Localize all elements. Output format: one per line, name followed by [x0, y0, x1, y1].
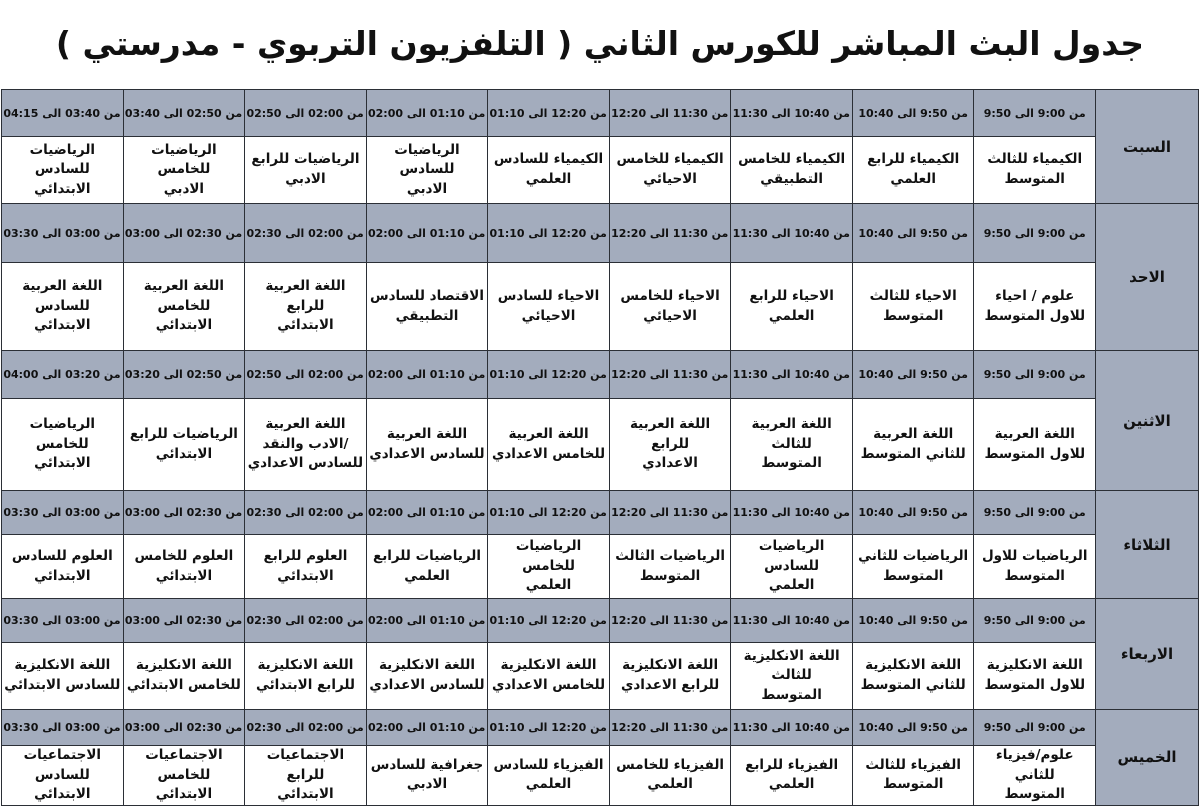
- subject-line: الرياضيات الثالث: [615, 547, 725, 564]
- time-slot: من 9:50 الى 10:40: [852, 204, 974, 263]
- day-label: الاحد: [1096, 204, 1199, 351]
- time-slot: من 02:00 الى 02:30: [245, 491, 367, 535]
- time-slot: من 9:00 الى 9:50: [974, 90, 1096, 137]
- time-slot: من 9:50 الى 10:40: [852, 491, 974, 535]
- subject-cell: [609, 137, 731, 204]
- subject-cell: [2, 643, 124, 710]
- subject-line: العلمي: [525, 171, 572, 187]
- time-slot: من 03:00 الى 03:30: [2, 599, 124, 643]
- subject-line: اللغة الانكليزية: [986, 657, 1083, 674]
- subject-line: المتوسط: [761, 686, 822, 703]
- subject-cell: [974, 399, 1096, 491]
- subject-line: للخامس الابتدائي: [126, 677, 241, 693]
- subject-line: الابتدائي: [155, 786, 213, 803]
- subject-cell: [609, 535, 731, 599]
- subject-line: الاعدادي: [642, 455, 698, 472]
- time-slot: من 01:10 الى 02:00: [366, 599, 488, 643]
- time-slot: من 9:00 الى 9:50: [974, 599, 1096, 643]
- time-slot: من 03:00 الى 03:30: [2, 204, 124, 263]
- subject-line: اللغة العربية للرابع: [629, 416, 711, 452]
- subject-line: للثاني المتوسط: [860, 677, 966, 693]
- subject-line: جغرافية للسادس: [370, 756, 484, 773]
- time-slot: من 9:00 الى 9:50: [974, 491, 1096, 535]
- subject-line: الابتدائي: [34, 567, 91, 584]
- subject-line: الاجتماعيات للخامس: [145, 747, 223, 783]
- subject-line: للاول المتوسط: [984, 445, 1086, 462]
- subject-cell: [366, 643, 488, 710]
- subject-cell: [245, 643, 367, 710]
- subject-line: اللغة العربية للخامس: [143, 278, 224, 314]
- time-slot: من 03:40 الى 04:15: [2, 90, 124, 137]
- subject-cell: [2, 263, 124, 351]
- subject-cell: [609, 746, 731, 806]
- time-slot: من 12:20 الى 01:10: [488, 599, 610, 643]
- subject-line: العلمي: [890, 171, 936, 187]
- day-label: الخميس: [1096, 710, 1199, 806]
- subject-cell: [852, 263, 974, 351]
- subject-line: الادبي: [163, 180, 205, 197]
- subject-line: العلمي: [525, 776, 572, 793]
- time-slot: من 10:40 الى 11:30: [731, 204, 853, 263]
- day-label: الاثنين: [1096, 351, 1199, 491]
- subject-line: المتوسط: [1004, 786, 1065, 803]
- subject-line: للرابع الاعدادي: [620, 677, 720, 693]
- subject-cell: [974, 137, 1096, 204]
- subject-cell: [609, 263, 731, 351]
- subject-line: اللغة العربية للرابع: [265, 278, 346, 314]
- subject-line: للاول المتوسط: [984, 307, 1086, 324]
- subject-cell: [609, 643, 731, 710]
- subject-line: الابتدائي: [34, 180, 91, 197]
- subject-row: [2, 643, 1199, 710]
- subject-row: [2, 746, 1199, 806]
- time-row: [2, 204, 1199, 263]
- subject-line: الابتدائي: [34, 455, 91, 472]
- day-label: الثلاثاء: [1096, 491, 1199, 599]
- subject-line: الادبي: [406, 776, 448, 793]
- time-slot: من 03:00 الى 03:30: [2, 491, 124, 535]
- subject-line: الابتدائي: [277, 317, 334, 334]
- subject-cell: [366, 137, 488, 204]
- time-slot: من 02:00 الى 02:30: [245, 710, 367, 746]
- time-row: [2, 90, 1199, 137]
- subject-line: الكيمياء للسادس: [493, 151, 604, 168]
- time-slot: من 02:50 الى 03:20: [123, 351, 245, 399]
- subject-line: الكيمياء للثالث: [987, 151, 1083, 168]
- subject-row: [2, 399, 1199, 491]
- subject-line: الفيزياء للخامس: [616, 756, 725, 773]
- time-slot: من 9:00 الى 9:50: [974, 710, 1096, 746]
- time-slot: من 9:50 الى 10:40: [852, 351, 974, 399]
- subject-line: المتوسط: [761, 455, 822, 472]
- time-slot: من 12:20 الى 01:10: [488, 90, 610, 137]
- subject-cell: [488, 263, 610, 351]
- subject-line: الابتدائي: [34, 317, 91, 334]
- time-slot: من 03:00 الى 03:30: [2, 710, 124, 746]
- subject-line: المتوسط: [1004, 171, 1065, 187]
- subject-line: المتوسط: [882, 307, 944, 324]
- schedule-body: [2, 90, 1199, 806]
- subject-line: الفيزياء للثالث: [865, 756, 961, 773]
- day-label: الاربعاء: [1096, 599, 1199, 710]
- subject-line: التطبيقي: [395, 307, 459, 324]
- time-slot: من 02:30 الى 03:00: [123, 204, 245, 263]
- time-slot: من 12:20 الى 01:10: [488, 351, 610, 399]
- subject-line: الابتدائي: [155, 567, 213, 584]
- time-slot: من 11:30 الى 12:20: [609, 90, 731, 137]
- subject-line: الاحياء للسادس: [497, 287, 600, 304]
- subject-cell: [488, 535, 610, 599]
- time-slot: من 10:40 الى 11:30: [731, 710, 853, 746]
- subject-cell: [731, 746, 853, 806]
- time-slot: من 9:50 الى 10:40: [852, 710, 974, 746]
- subject-line: /الادب والنقد: [262, 435, 349, 452]
- subject-line: العلمي: [404, 567, 450, 584]
- subject-row: [2, 263, 1199, 351]
- subject-line: اللغة الانكليزية: [865, 657, 962, 674]
- subject-line: الرياضيات للرابع: [372, 547, 481, 564]
- subject-line: المتوسط: [639, 567, 701, 584]
- time-slot: من 02:30 الى 03:00: [123, 710, 245, 746]
- subject-cell: [366, 535, 488, 599]
- subject-line: اللغة الانكليزية: [378, 657, 475, 674]
- subject-line: الاجتماعيات للسادس: [23, 747, 102, 783]
- time-slot: من 02:30 الى 03:00: [123, 491, 245, 535]
- subject-cell: [2, 399, 124, 491]
- subject-line: اللغة الانكليزية: [257, 657, 354, 674]
- subject-line: الرياضيات للثاني: [858, 547, 969, 564]
- subject-line: اللغة الانكليزية: [500, 657, 597, 674]
- subject-cell: [123, 746, 245, 806]
- time-slot: من 02:00 الى 02:50: [245, 351, 367, 399]
- subject-cell: [123, 535, 245, 599]
- subject-line: الادبي: [285, 171, 326, 187]
- subject-line: علوم / احياء: [995, 287, 1075, 304]
- subject-cell: [974, 263, 1096, 351]
- time-slot: من 9:00 الى 9:50: [974, 204, 1096, 263]
- subject-line: العلوم للرابع: [263, 547, 348, 564]
- subject-line: اللغة العربية: [265, 416, 346, 433]
- time-row: [2, 599, 1199, 643]
- time-slot: من 10:40 الى 11:30: [731, 90, 853, 137]
- subject-row: [2, 535, 1199, 599]
- subject-cell: [245, 399, 367, 491]
- subject-line: الابتدائي: [277, 786, 334, 803]
- subject-line: العلوم للخامس: [134, 547, 234, 564]
- subject-line: العلوم للسادس: [11, 547, 113, 564]
- subject-cell: [974, 535, 1096, 599]
- time-slot: من 12:20 الى 01:10: [488, 491, 610, 535]
- time-slot: من 02:00 الى 02:30: [245, 204, 367, 263]
- subject-cell: [731, 263, 853, 351]
- subject-cell: [123, 137, 245, 204]
- time-row: [2, 351, 1199, 399]
- time-slot: من 11:30 الى 12:20: [609, 204, 731, 263]
- time-slot: من 10:40 الى 11:30: [731, 599, 853, 643]
- time-slot: من 02:30 الى 03:00: [123, 599, 245, 643]
- subject-line: الابتدائي: [155, 445, 213, 462]
- subject-cell: [245, 263, 367, 351]
- subject-cell: [852, 399, 974, 491]
- subject-line: الاحيائي: [521, 307, 576, 324]
- subject-line: للاول المتوسط: [984, 677, 1086, 693]
- subject-row: [2, 137, 1199, 204]
- subject-line: الرياضيات للخامس: [515, 538, 582, 574]
- subject-line: اللغة العربية: [994, 425, 1075, 442]
- subject-line: اللغة العربية: [508, 425, 589, 442]
- time-slot: من 9:50 الى 10:40: [852, 599, 974, 643]
- subject-line: للرابع الابتدائي: [255, 677, 355, 693]
- time-slot: من 11:30 الى 12:20: [609, 599, 731, 643]
- time-slot: من 10:40 الى 11:30: [731, 491, 853, 535]
- subject-line: للسادس الاعدادي: [369, 677, 485, 693]
- subject-cell: [366, 399, 488, 491]
- subject-line: اللغة العربية للسادس: [22, 278, 103, 314]
- time-slot: من 02:50 الى 03:40: [123, 90, 245, 137]
- time-slot: من 9:50 الى 10:40: [852, 90, 974, 137]
- time-slot: من 10:40 الى 11:30: [731, 351, 853, 399]
- subject-line: الرياضيات للرابع: [251, 151, 360, 168]
- subject-cell: [488, 746, 610, 806]
- subject-line: الابتدائي: [155, 317, 213, 334]
- subject-line: الاحيائي: [643, 171, 697, 187]
- subject-line: الرياضيات للخامس: [29, 416, 96, 452]
- subject-cell: [731, 643, 853, 710]
- time-slot: من 12:20 الى 01:10: [488, 710, 610, 746]
- subject-line: الرياضيات للخامس: [151, 141, 217, 178]
- subject-line: للسادس الاعدادي: [247, 455, 364, 472]
- subject-cell: [245, 137, 367, 204]
- time-slot: من 01:10 الى 02:00: [366, 491, 488, 535]
- subject-cell: [974, 643, 1096, 710]
- time-slot: من 01:10 الى 02:00: [366, 351, 488, 399]
- time-slot: من 01:10 الى 02:00: [366, 204, 488, 263]
- subject-line: اللغة العربية: [386, 425, 468, 442]
- subject-line: اللغة الانكليزية للثالث: [743, 647, 840, 684]
- time-row: [2, 710, 1199, 746]
- subject-line: المتوسط: [882, 776, 944, 793]
- subject-cell: [245, 746, 367, 806]
- subject-cell: [123, 643, 245, 710]
- subject-cell: [488, 399, 610, 491]
- subject-line: الرياضيات للسادس: [29, 141, 96, 178]
- subject-cell: [245, 535, 367, 599]
- time-slot: من 03:20 الى 04:00: [2, 351, 124, 399]
- subject-line: اللغة الانكليزية: [622, 657, 719, 674]
- time-slot: من 01:10 الى 02:00: [366, 90, 488, 137]
- subject-line: اللغة العربية: [873, 425, 954, 442]
- subject-line: الاجتماعيات للرابع: [266, 747, 345, 783]
- time-slot: من 02:00 الى 02:50: [245, 90, 367, 137]
- subject-cell: [366, 263, 488, 351]
- time-slot: من 11:30 الى 12:20: [609, 491, 731, 535]
- subject-line: الفيزياء للسادس: [493, 756, 604, 773]
- subject-line: الادبي: [406, 180, 448, 197]
- subject-line: الاحياء للرابع العلمي: [749, 287, 834, 324]
- subject-cell: [366, 746, 488, 806]
- time-slot: من 11:30 الى 12:20: [609, 351, 731, 399]
- subject-line: العلمي: [525, 577, 572, 594]
- subject-cell: [852, 746, 974, 806]
- subject-line: للخامس الاعدادي: [491, 445, 606, 462]
- time-slot: من 01:10 الى 02:00: [366, 710, 488, 746]
- subject-line: التطبيقي: [760, 171, 824, 187]
- subject-line: الكيمياء للخامس: [738, 151, 846, 168]
- subject-line: علوم/فيزياء للثاني: [995, 747, 1074, 783]
- subject-line: الابتدائي: [277, 567, 334, 584]
- subject-cell: [488, 643, 610, 710]
- subject-cell: [731, 535, 853, 599]
- subject-line: الكيمياء للرابع: [867, 151, 960, 168]
- subject-cell: [123, 263, 245, 351]
- subject-line: للسادس الابتدائي: [4, 677, 121, 693]
- subject-cell: [852, 137, 974, 204]
- subject-line: المتوسط: [882, 567, 944, 584]
- subject-line: المتوسط: [1004, 567, 1065, 584]
- day-label: السبت: [1096, 90, 1199, 204]
- subject-line: العلمي: [768, 577, 815, 594]
- subject-line: الرياضيات للسادس: [394, 141, 460, 178]
- subject-cell: [974, 746, 1096, 806]
- page-title: جدول البث المباشر للكورس الثاني ( التلفزيون التربوي - مدرستي ): [55, 24, 1145, 63]
- subject-cell: [852, 535, 974, 599]
- subject-cell: [609, 399, 731, 491]
- subject-line: للثاني المتوسط: [860, 445, 966, 462]
- subject-line: الاحياء للخامس: [620, 287, 720, 304]
- time-row: [2, 491, 1199, 535]
- subject-line: للسادس الاعدادي: [369, 445, 485, 462]
- subject-cell: [731, 399, 853, 491]
- subject-line: اللغة الانكليزية: [135, 657, 232, 674]
- subject-line: الاحياء للثالث: [869, 287, 957, 304]
- subject-line: الابتدائي: [34, 786, 91, 803]
- subject-cell: [731, 137, 853, 204]
- subject-cell: [2, 535, 124, 599]
- subject-cell: [852, 643, 974, 710]
- subject-cell: [123, 399, 245, 491]
- time-slot: من 12:20 الى 01:10: [488, 204, 610, 263]
- time-slot: من 9:00 الى 9:50: [974, 351, 1096, 399]
- subject-line: اللغة الانكليزية: [14, 657, 111, 674]
- subject-line: للخامس الاعدادي: [491, 677, 606, 693]
- subject-line: الكيمياء للخامس: [616, 151, 724, 168]
- subject-line: العلمي: [647, 776, 693, 793]
- time-slot: من 11:30 الى 12:20: [609, 710, 731, 746]
- subject-line: الرياضيات للسادس: [758, 538, 825, 574]
- subject-line: الرياضيات للرابع: [129, 425, 238, 442]
- subject-line: اللغة العربية للثالث: [751, 416, 832, 452]
- time-slot: من 02:00 الى 02:30: [245, 599, 367, 643]
- subject-line: الرياضيات للاول: [981, 547, 1088, 564]
- subject-cell: [488, 137, 610, 204]
- subject-line: الفيزياء للرابع العلمي: [745, 756, 839, 793]
- subject-cell: [2, 746, 124, 806]
- subject-line: الاقتصاد للسادس: [370, 287, 484, 304]
- schedule-table: [1, 89, 1199, 806]
- subject-line: الاحيائي: [643, 307, 697, 324]
- subject-cell: [2, 137, 124, 204]
